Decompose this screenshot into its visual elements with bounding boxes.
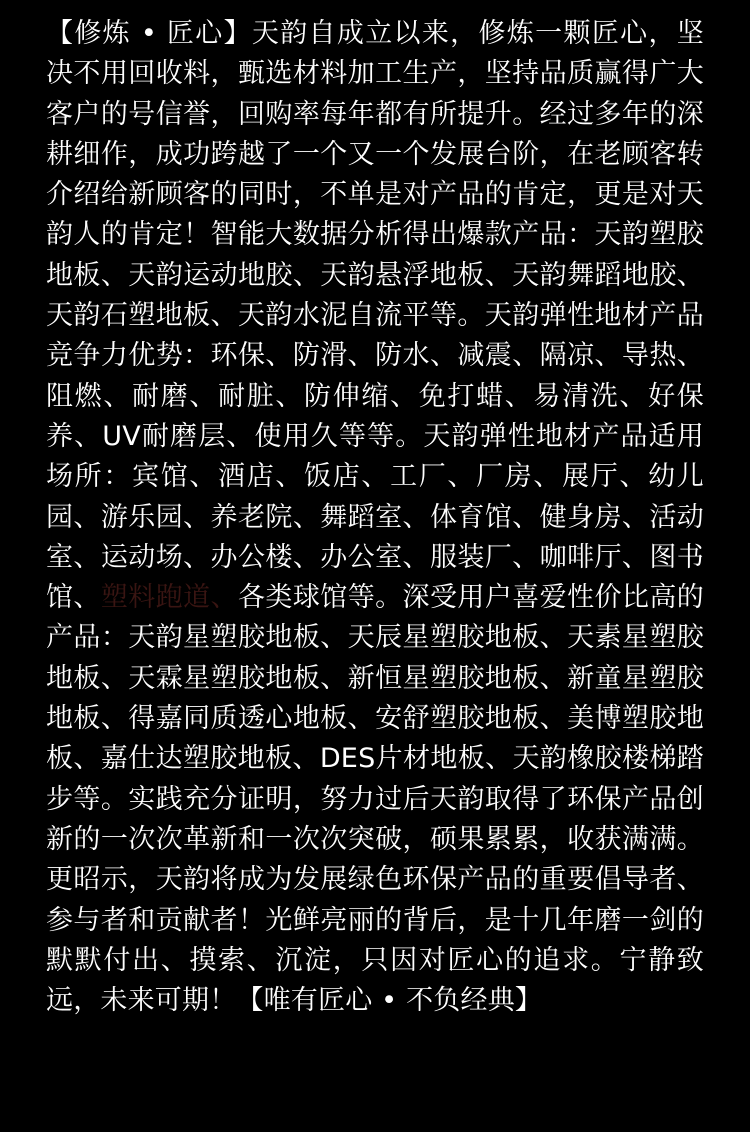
article-text-part-2: 各类球馆等。深受用户喜爱性价比高的产品：天韵星塑胶地板、天辰星塑胶地板、天素星塑胶地板、天霖星塑胶地板、新恒星塑胶地板、新童星塑胶地板、得嘉同质透心地板、安舒塑胶地板、美博塑胶地板、嘉仕达塑胶地板、DES片材地板、天韵橡胶楼梯踏步等。实践充分证明，努力过后天韵取得了环保产品创新的一次次革新和一次次突破，硕果累累，收获满满。更昭示，天韵将成为发展绿色环保产品的重要倡导者、参与者和贡献者！光鲜亮丽的背后，是十几年磨一剑的默默付出、摸索、沉淀，只因对匠心的追求。宁静致远，未来可期！【唯有匠心 • 不负经典】 (46, 582, 705, 1017)
faint-watermark-text: 塑料跑道、 (100, 582, 238, 614)
article-text-part-1: 【修炼 • 匠心】天韵自成立以来，修炼一颗匠心，坚决不用回收料，甄选材料加工生产，坚持品质赢得广大客户的号信誉，回购率每年都有所提升。经过多年的深耕细作，成功跨越了一个又一个发展台阶，在老顾客转介绍给新顾客的同时，不单是对产品的肯定，更是对天韵人的肯定！智能大数据分析得出爆款产品：天韵塑胶地板、天韵运动地胶、天韵悬浮地板、天韵舞蹈地胶、天韵石塑地板、天韵水泥自流平等。天韵弹性地材产品竞争力优势：环保、防滑、防水、减震、隔凉、导热、阻燃、耐磨、耐脏、防伸缩、免打蜡、易清洗、好保养、UV耐磨层、使用久等等。天韵弹性地材产品适用场所：宾馆、酒店、饭店、工厂、厂房、展厅、幼儿园、游乐园、养老院、舞蹈室、体育馆、健身房、活动室、运动场、办公楼、办公室、服装厂、咖啡厅、图书馆、 (46, 18, 704, 614)
article-paragraph (46, 14, 704, 1021)
